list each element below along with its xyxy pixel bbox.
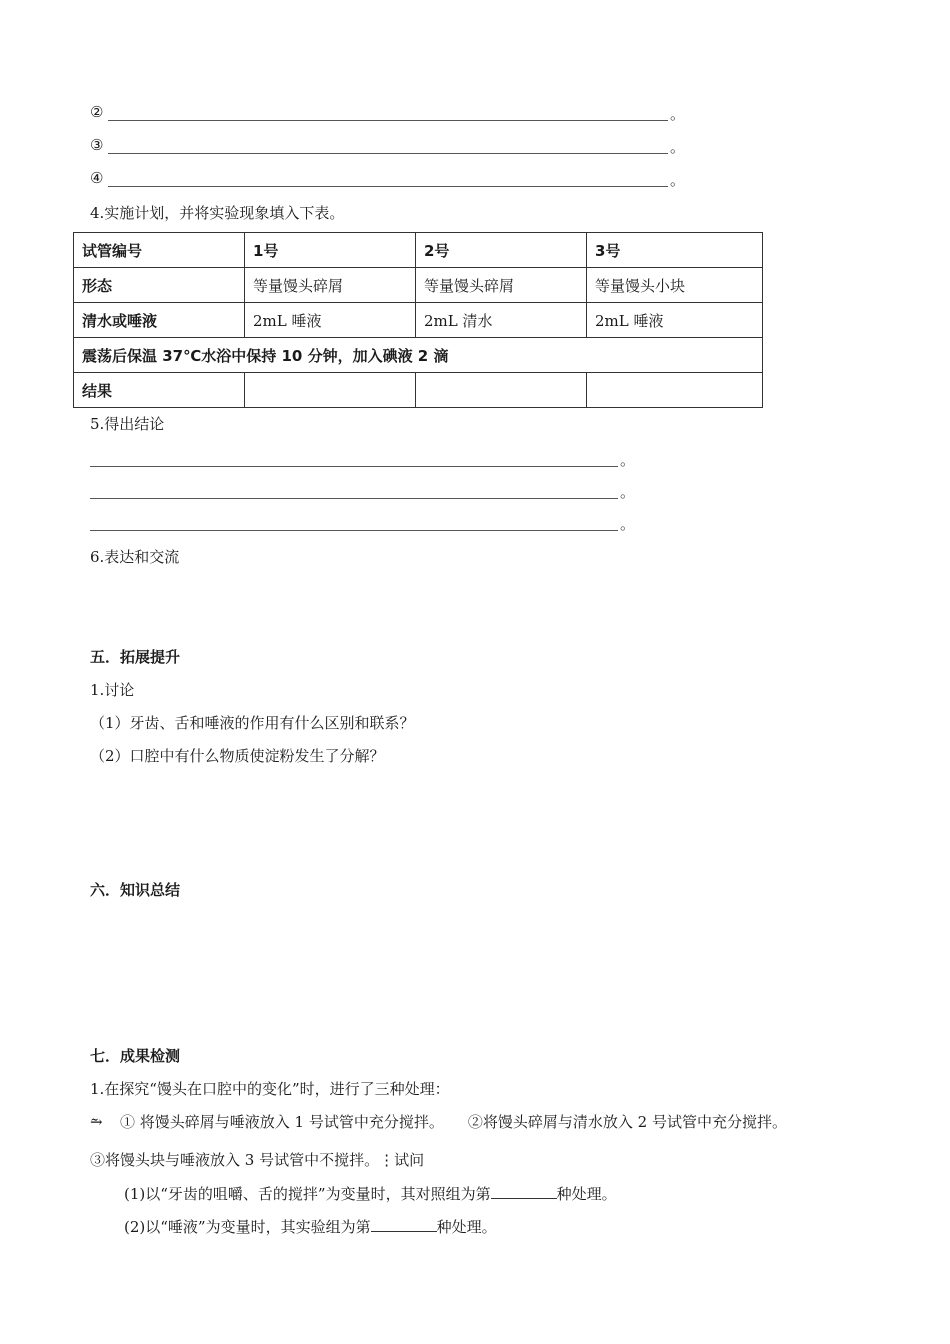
section5-question-1: （1）牙齿、舌和唾液的作用有什么区别和联系？ bbox=[90, 714, 415, 732]
conclusion-line-3[interactable] bbox=[90, 513, 650, 533]
answer-blank-line bbox=[90, 498, 618, 499]
table-row bbox=[74, 303, 763, 338]
answer-blank-line bbox=[108, 186, 668, 187]
experiment-table bbox=[73, 232, 763, 408]
table-cell: 2mL 清水 bbox=[416, 303, 587, 338]
plan-line-3[interactable] bbox=[90, 136, 690, 156]
result-cell-3[interactable] bbox=[587, 373, 763, 408]
sub-question-1-suffix: 种处理。 bbox=[556, 1185, 617, 1203]
line-end-period: 。 bbox=[670, 138, 686, 156]
table-merged-row bbox=[74, 338, 763, 373]
bullet-arrow-icon: ⥲ bbox=[90, 1113, 103, 1131]
section5-item1: 1.讨论 bbox=[90, 681, 135, 699]
table-header-cell: 试管编号 bbox=[74, 233, 245, 268]
result-cell-1[interactable] bbox=[245, 373, 416, 408]
fill-blank-1[interactable] bbox=[491, 1184, 557, 1199]
plan-line-marker: ② bbox=[90, 103, 104, 121]
answer-blank-line bbox=[108, 120, 668, 121]
treatment-3: ③将馒头块与唾液放入 3 号试管中不搅拌。⋮试问 bbox=[90, 1151, 425, 1169]
plan-line-2[interactable] bbox=[90, 103, 690, 123]
conclusion-line-1[interactable] bbox=[90, 449, 650, 469]
plan-line-marker: ③ bbox=[90, 136, 104, 154]
table-cell: 2mL 唾液 bbox=[587, 303, 763, 338]
table-header-row bbox=[74, 233, 763, 268]
line-end-period: 。 bbox=[670, 105, 686, 123]
step4-heading: 4.实施计划，并将实验现象填入下表。 bbox=[90, 204, 345, 222]
section7-question-1: 1.在探究“馒头在口腔中的变化”时，进行了三种处理： bbox=[90, 1080, 450, 1098]
answer-blank-line bbox=[90, 530, 618, 531]
section6-title: 六．知识总结 bbox=[90, 881, 181, 899]
line-end-period: 。 bbox=[620, 451, 636, 469]
table-merged-cell: 震荡后保温 37℃水浴中保持 10 分钟，加入碘液 2 滴 bbox=[74, 338, 763, 373]
table-row bbox=[74, 268, 763, 303]
table-cell: 等量馒头碎屑 bbox=[416, 268, 587, 303]
table-row-label: 结果 bbox=[74, 373, 245, 408]
conclusion-line-2[interactable] bbox=[90, 481, 650, 501]
sub-question-1 bbox=[124, 1183, 617, 1204]
fill-blank-2[interactable] bbox=[371, 1217, 437, 1232]
section5-title: 五．拓展提升 bbox=[90, 648, 181, 666]
table-cell: 等量馒头小块 bbox=[587, 268, 763, 303]
table-header-cell: 2号 bbox=[416, 233, 587, 268]
table-header-cell: 3号 bbox=[587, 233, 763, 268]
treatment-line bbox=[90, 1111, 787, 1132]
table-cell: 2mL 唾液 bbox=[245, 303, 416, 338]
sub-question-2 bbox=[124, 1216, 497, 1237]
table-cell: 等量馒头碎屑 bbox=[245, 268, 416, 303]
line-end-period: 。 bbox=[670, 171, 686, 189]
section5-question-2: （2）口腔中有什么物质使淀粉发生了分解？ bbox=[90, 747, 385, 765]
step6-heading: 6.表达和交流 bbox=[90, 548, 180, 566]
line-end-period: 。 bbox=[620, 515, 636, 533]
sub-question-2-text: (2)以“唾液”为变量时，其实验组为第 bbox=[124, 1218, 371, 1236]
sub-question-1-text: (1)以“牙齿的咀嚼、舌的搅拌”为变量时，其对照组为第 bbox=[124, 1185, 491, 1203]
table-result-row bbox=[74, 373, 763, 408]
plan-line-marker: ④ bbox=[90, 169, 104, 187]
answer-blank-line bbox=[108, 153, 668, 154]
treatment-1: ① 将馒头碎屑与唾液放入 1 号试管中充分搅拌。 bbox=[120, 1113, 444, 1131]
table-row-label: 清水或唾液 bbox=[74, 303, 245, 338]
section7-title: 七．成果检测 bbox=[90, 1047, 181, 1065]
table-header-cell: 1号 bbox=[245, 233, 416, 268]
line-end-period: 。 bbox=[620, 483, 636, 501]
answer-blank-line bbox=[90, 466, 618, 467]
plan-line-4[interactable] bbox=[90, 169, 690, 189]
sub-question-2-suffix: 种处理。 bbox=[436, 1218, 497, 1236]
treatment-2: ②将馒头碎屑与清水放入 2 号试管中充分搅拌。 bbox=[467, 1113, 787, 1131]
result-cell-2[interactable] bbox=[416, 373, 587, 408]
table-row-label: 形态 bbox=[74, 268, 245, 303]
step5-heading: 5.得出结论 bbox=[90, 415, 165, 433]
